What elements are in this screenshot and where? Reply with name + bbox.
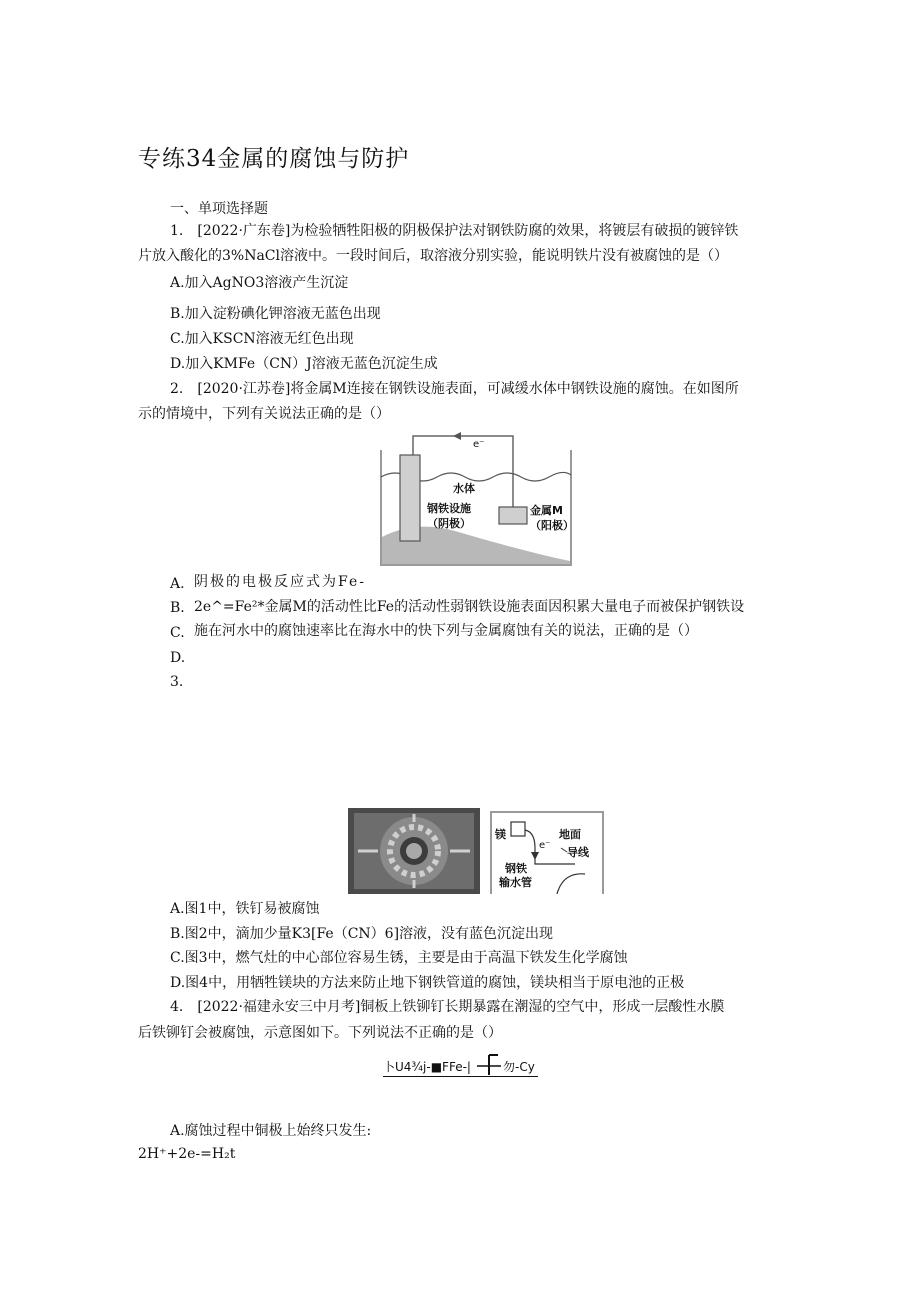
q4-option-a: A.腐蚀过程中铜极上始终只发生: (170, 1123, 372, 1139)
metal-m-block (499, 507, 527, 524)
electron-arrow-icon (531, 852, 539, 860)
q2-row-c-text: 施在河水中的腐蚀速率比在海水中的快下列与金属腐蚀有关的说法，正确的是（） (194, 623, 698, 639)
electron-flow-arrow-icon (453, 432, 461, 440)
q3-option-d: D.图4中，用牺牲镁块的方法来防止地下钢铁管道的腐蚀，镁块相当于原电池的正极 (170, 975, 685, 991)
q2-row-b-text: 2e^=Fe²*金属M的活动性比Fe的活动性弱钢铁设施表面因积累大量电子而被保护钢铁设 (194, 599, 745, 615)
q3-option-c: C.图3中，燃气灶的中心部位容易生锈，主要是由于高温下铁发生化学腐蚀 (170, 950, 628, 966)
steel-label: 钢铁 (505, 862, 527, 875)
cathodic-protection-figure (375, 425, 580, 570)
ground-label: 地面 (559, 828, 581, 841)
magnesium-block (511, 822, 525, 836)
page-title: 专练34金属的腐蚀与防护 (138, 146, 410, 172)
q1-option-a: A.加入AgNO3溶液产生沉淀 (170, 275, 349, 291)
connecting-wire (413, 436, 513, 507)
magnesium-label: 镁 (495, 828, 506, 841)
steel-label: 钢铁设施 (427, 502, 471, 515)
q4-diagram-text-left: 卜U4¾j-■FFe-| (383, 1060, 471, 1074)
q4-stem-line1: 4. [2022·福建永安三中月考]铜板上铁铆钉长期暴露在潮湿的空气中，形成一层酸性水膜 (170, 999, 725, 1015)
q2-stem-line2: 示的情境中，下列有关说法正确的是（） (138, 406, 390, 422)
sacrificial-anode-figure (487, 808, 605, 894)
rivet-icon (476, 1052, 502, 1076)
q2-row-a-mark: A. (170, 576, 185, 592)
electron-label: e⁻ (473, 439, 485, 450)
steel-structure (400, 455, 420, 541)
q4-equation: 2H⁺+2e-=H₂t (138, 1146, 236, 1162)
q1-option-d: D.加入KMFe（CN）J溶液无蓝色沉淀生成 (170, 356, 438, 372)
wire-label: 导线 (567, 846, 589, 859)
q3-option-a: A.图1中，铁钉易被腐蚀 (170, 901, 320, 917)
gas-stove-photo (348, 808, 480, 894)
q2-row-a-text: 阴极的电极反应式为Fe- (194, 574, 366, 590)
q4-diagram-baseline (383, 1076, 538, 1077)
water-pipe-label: 输水管 (499, 876, 532, 889)
q1-stem-line2: 片放入酸化的3%NaCl溶液中。一段时间后，取溶液分别实验，能说明铁片没有被腐蚀的是（） (138, 248, 728, 264)
q2-row-b-mark: B. (170, 600, 185, 616)
pipe-outline (557, 874, 585, 894)
q2-row-d-mark: D. (170, 650, 186, 666)
steel-cathode-label: （阴极） (427, 517, 471, 530)
q1-option-c: C.加入KSCN溶液无红色出现 (170, 331, 354, 347)
q3-number: 3. (170, 674, 184, 690)
water-label: 水体 (453, 482, 475, 495)
metal-m-anode-label: （阳极） (530, 519, 574, 532)
q1-stem-line1: 1. [2022·广东卷]为检验牺牲阳极的阴极保护法对钢铁防腐的效果，将镀层有破损的镀锌铁 (170, 223, 739, 239)
q2-row-c-mark: C. (170, 625, 185, 641)
electron-label: e⁻ (539, 840, 551, 851)
q3-option-b: B.图2中，滴加少量K3[Fe（CN）6]溶液，没有蓝色沉淀出现 (170, 926, 554, 942)
section-heading: 一、单项选择题 (170, 201, 268, 217)
q2-stem-line1: 2. [2020·江苏卷]将金属M连接在钢铁设施表面，可减缓水体中钢铁设施的腐蚀。在如图所 (170, 381, 739, 397)
q4-diagram-text-right: 勿-Cy (503, 1060, 535, 1074)
q1-option-b: B.加入淀粉碘化钾溶液无蓝色出现 (170, 306, 381, 322)
metal-m-label: 金属M (530, 504, 563, 517)
q4-stem-line2: 后铁铆钉会被腐蚀，示意图如下。下列说法不正确的是（） (138, 1025, 502, 1041)
